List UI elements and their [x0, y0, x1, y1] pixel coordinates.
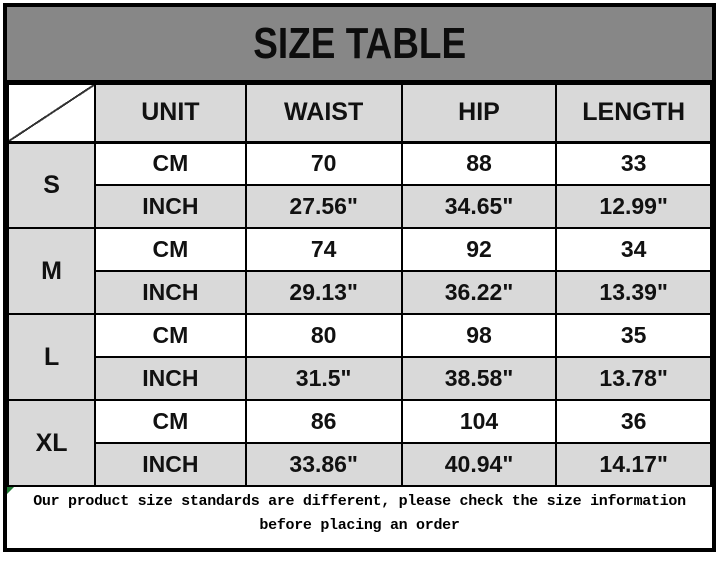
column-header-hip: HIP — [402, 84, 557, 142]
value-cell-waist: 27.56" — [246, 185, 402, 228]
value-cell-length: 33 — [556, 142, 711, 185]
unit-cell: CM — [95, 142, 245, 185]
unit-cell: INCH — [95, 271, 245, 314]
value-cell-waist: 80 — [246, 314, 402, 357]
table-row-xl-inch — [8, 443, 711, 486]
size-label-l: L — [8, 314, 95, 400]
unit-cell: CM — [95, 228, 245, 271]
unit-cell: INCH — [95, 443, 245, 486]
value-cell-length: 12.99" — [556, 185, 711, 228]
value-cell-length: 35 — [556, 314, 711, 357]
table-row-l-inch — [8, 357, 711, 400]
value-cell-hip: 40.94" — [402, 443, 557, 486]
table-row-m-cm — [8, 228, 711, 271]
table-row-l-cm — [8, 314, 711, 357]
table-title-bar — [7, 7, 712, 83]
diagonal-cell — [8, 84, 95, 142]
column-header-unit: UNIT — [95, 84, 245, 142]
unit-cell: CM — [95, 314, 245, 357]
footer-note — [7, 487, 712, 548]
value-cell-hip: 104 — [402, 400, 557, 443]
table-row-xl-cm — [8, 400, 711, 443]
value-cell-hip: 92 — [402, 228, 557, 271]
table-header — [8, 84, 711, 142]
value-cell-waist: 33.86" — [246, 443, 402, 486]
value-cell-waist: 70 — [246, 142, 402, 185]
size-table-grid — [7, 83, 712, 487]
footer-note-text: Our product size standards are different, please check the size information before placing an order — [33, 493, 686, 534]
column-header-waist: WAIST — [246, 84, 402, 142]
size-table-frame — [3, 3, 716, 552]
size-label-xl: XL — [8, 400, 95, 486]
value-cell-hip: 38.58" — [402, 357, 557, 400]
value-cell-waist: 74 — [246, 228, 402, 271]
unit-cell: INCH — [95, 185, 245, 228]
cell-comment-marker-icon — [7, 487, 14, 494]
value-cell-hip: 98 — [402, 314, 557, 357]
table-row-m-inch — [8, 271, 711, 314]
value-cell-length: 36 — [556, 400, 711, 443]
value-cell-waist: 86 — [246, 400, 402, 443]
column-header-length: LENGTH — [556, 84, 711, 142]
size-label-s: S — [8, 142, 95, 228]
value-cell-hip: 34.65" — [402, 185, 557, 228]
table-row-s-inch — [8, 185, 711, 228]
size-label-m: M — [8, 228, 95, 314]
value-cell-waist: 29.13" — [246, 271, 402, 314]
value-cell-length: 13.39" — [556, 271, 711, 314]
unit-cell: CM — [95, 400, 245, 443]
value-cell-waist: 31.5" — [246, 357, 402, 400]
table-body — [8, 142, 711, 486]
page-title: SIZE TABLE — [253, 18, 466, 68]
value-cell-length: 14.17" — [556, 443, 711, 486]
table-row-s-cm — [8, 142, 711, 185]
value-cell-hip: 88 — [402, 142, 557, 185]
unit-cell: INCH — [95, 357, 245, 400]
value-cell-length: 34 — [556, 228, 711, 271]
value-cell-length: 13.78" — [556, 357, 711, 400]
value-cell-hip: 36.22" — [402, 271, 557, 314]
